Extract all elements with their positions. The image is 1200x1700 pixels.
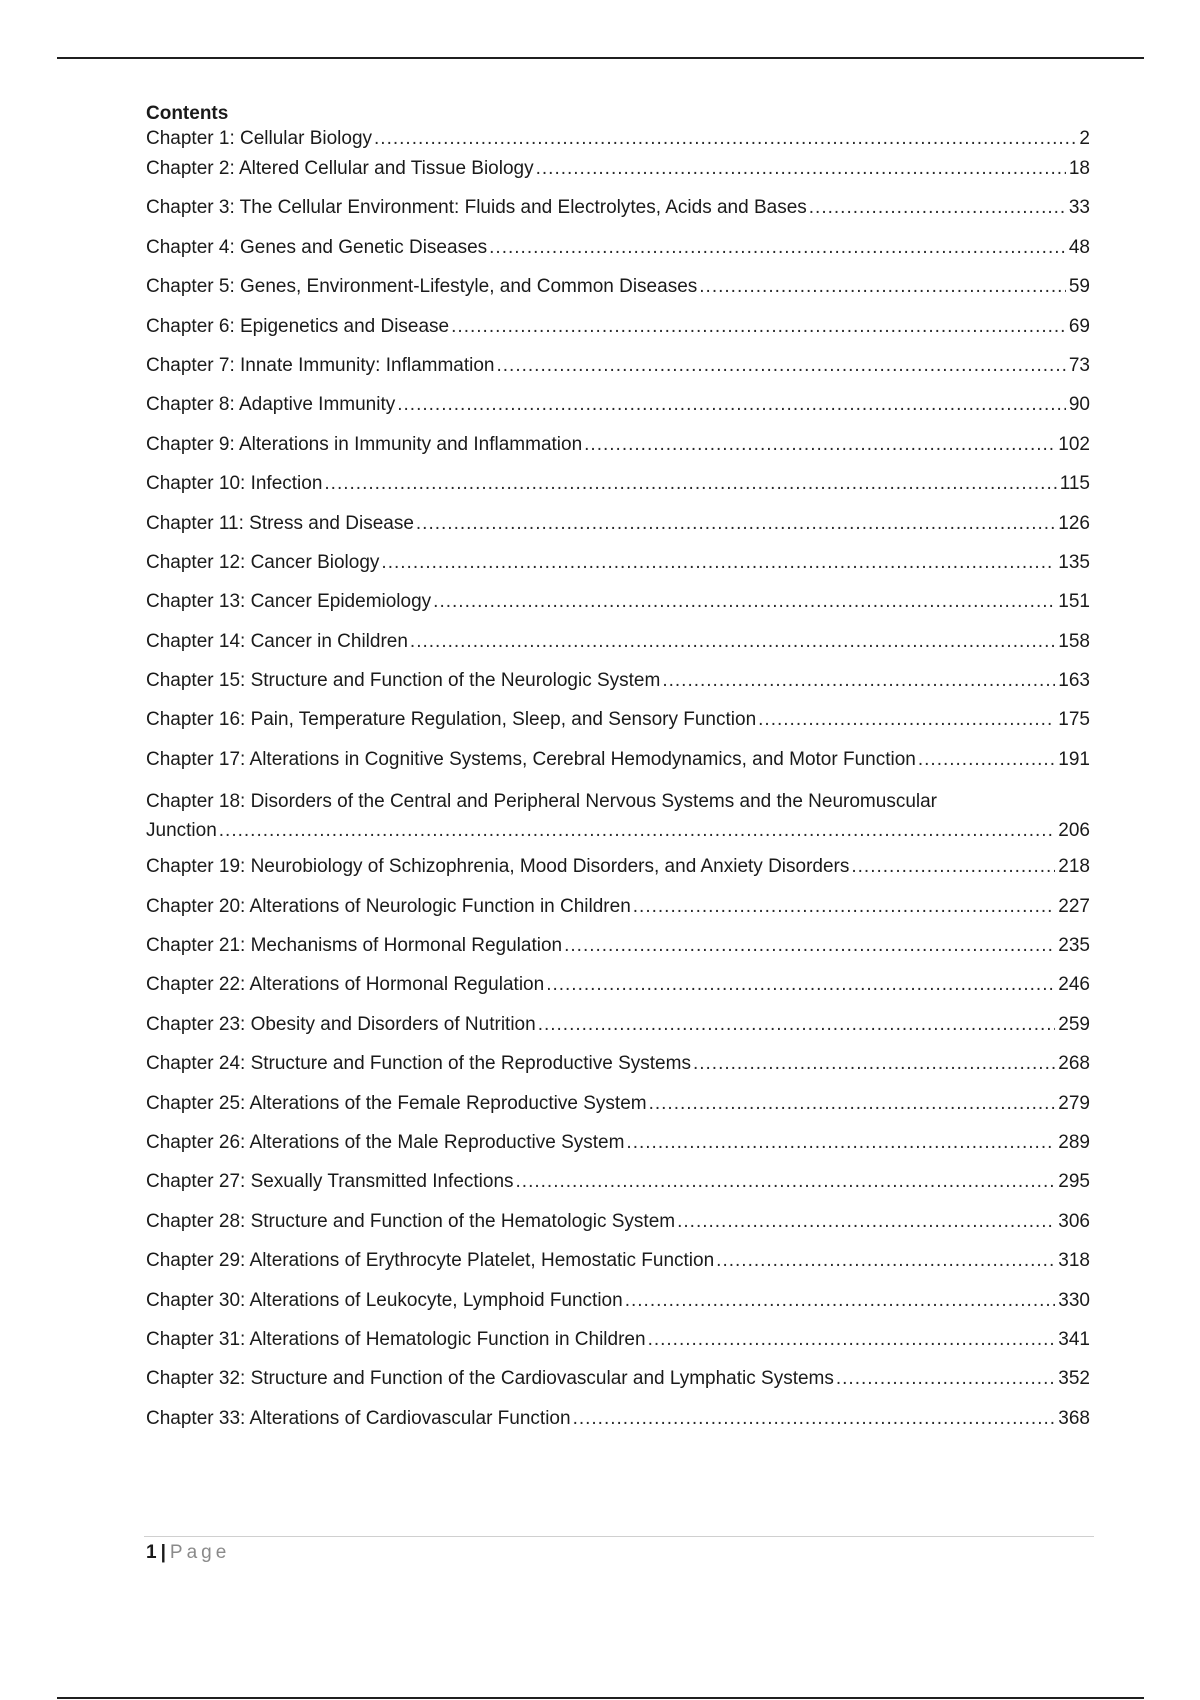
- dot-leader: [716, 1250, 1055, 1272]
- toc-entry[interactable]: [146, 670, 1090, 709]
- toc-entry-title: Chapter 26: Alterations of the Male Reproductive System: [146, 1131, 625, 1153]
- toc-entry-title: Chapter 13: Cancer Epidemiology: [146, 591, 432, 613]
- toc-entry[interactable]: [146, 709, 1090, 748]
- dot-leader: [397, 394, 1066, 416]
- footer-page-number: 1: [146, 1542, 157, 1563]
- toc-entry-title: Chapter 6: Epigenetics and Disease: [146, 315, 450, 337]
- toc-entry-page: 306: [1058, 1210, 1090, 1232]
- toc-entry[interactable]: [146, 1290, 1090, 1329]
- dot-leader: [497, 355, 1066, 377]
- toc-entry-page: 330: [1058, 1289, 1090, 1311]
- dot-leader: [584, 434, 1055, 456]
- dot-leader: [416, 513, 1055, 535]
- toc-entry-title: Chapter 31: Alterations of Hematologic Function in Children: [146, 1328, 646, 1350]
- toc-entry-title: Chapter 19: Neurobiology of Schizophrenia, Mood Disorders, and Anxiety Disorders: [146, 856, 850, 878]
- toc-entry[interactable]: [146, 434, 1090, 473]
- toc-entry-page: 206: [1058, 820, 1090, 842]
- toc-entry-page: 268: [1058, 1053, 1090, 1075]
- toc-entry-page: 259: [1058, 1013, 1090, 1035]
- toc-entry-title: Chapter 11: Stress and Disease: [146, 512, 414, 534]
- dot-leader: [564, 935, 1055, 957]
- dot-leader: [633, 896, 1056, 918]
- toc-entry-page: 73: [1068, 354, 1090, 376]
- toc-entry[interactable]: [146, 197, 1090, 236]
- toc-entry-page: 352: [1058, 1368, 1090, 1390]
- toc-entry-page: 158: [1058, 630, 1090, 652]
- dot-leader: [809, 197, 1066, 219]
- toc-entry-title: Chapter 8: Adaptive Immunity: [146, 394, 396, 416]
- toc-entry-title: Chapter 28: Structure and Function of the Hematologic System: [146, 1210, 676, 1232]
- toc-entry-page: 59: [1068, 276, 1090, 298]
- toc-list: [146, 128, 1090, 1447]
- top-divider: [57, 57, 1144, 59]
- toc-entry[interactable]: [146, 1132, 1090, 1171]
- toc-entry-title: Chapter 15: Structure and Function of the Neurologic System: [146, 670, 661, 692]
- toc-entry-page: 191: [1058, 748, 1090, 770]
- toc-entry-page: 115: [1059, 473, 1090, 495]
- dot-leader: [536, 158, 1066, 180]
- toc-entry[interactable]: [146, 513, 1090, 552]
- toc-entry-title: Chapter 5: Genes, Environment-Lifestyle, and Common Diseases: [146, 276, 698, 298]
- toc-entry-page: 126: [1058, 512, 1090, 534]
- toc-heading: Contents: [146, 103, 229, 124]
- toc-entry-title: Chapter 10: Infection: [146, 473, 323, 495]
- toc-entry[interactable]: [146, 158, 1090, 197]
- toc-entry-title: Chapter 12: Cancer Biology: [146, 551, 380, 573]
- toc-entry-page: 279: [1058, 1092, 1090, 1114]
- dot-leader: [516, 1171, 1056, 1193]
- toc-entry-page: 33: [1068, 197, 1090, 219]
- dot-leader: [324, 473, 1056, 495]
- toc-entry-title: Chapter 20: Alterations of Neurologic Function in Children: [146, 895, 631, 917]
- toc-entry-title: Chapter 17: Alterations in Cognitive Systems, Cerebral Hemodynamics, and Motor Function: [146, 748, 916, 770]
- dot-leader: [538, 1014, 1056, 1036]
- toc-entry-title: Chapter 21: Mechanisms of Hormonal Regulation: [146, 935, 563, 957]
- toc-entry-title: Chapter 7: Innate Immunity: Inflammation: [146, 354, 495, 376]
- dot-leader: [381, 552, 1055, 574]
- toc-entry-page: 295: [1058, 1171, 1090, 1193]
- toc-entry-page: 163: [1058, 670, 1090, 692]
- toc-entry-page: 341: [1058, 1328, 1090, 1350]
- toc-entry-title: Chapter 23: Obesity and Disorders of Nutrition: [146, 1013, 536, 1035]
- toc-entry-title: Chapter 16: Pain, Temperature Regulation, Sleep, and Sensory Function: [146, 709, 757, 731]
- toc-entry[interactable]: [146, 631, 1090, 670]
- toc-entry[interactable]: [146, 355, 1090, 394]
- dot-leader: [410, 631, 1055, 653]
- dot-leader: [699, 276, 1066, 298]
- toc-entry[interactable]: [146, 316, 1090, 355]
- dot-leader: [693, 1053, 1055, 1075]
- footer-separator: |: [160, 1542, 166, 1563]
- dot-leader: [649, 1093, 1056, 1115]
- toc-entry[interactable]: [146, 856, 1090, 895]
- toc-entry-title-continued: Junction: [146, 820, 217, 842]
- toc-entry[interactable]: [146, 974, 1090, 1013]
- dot-leader: [662, 670, 1055, 692]
- toc-entry[interactable]: [146, 1014, 1090, 1053]
- toc-entry[interactable]: [146, 1093, 1090, 1132]
- toc-entry-page: 2: [1079, 128, 1090, 149]
- footer-page-label: Page: [169, 1542, 231, 1563]
- bottom-divider: [57, 1697, 1144, 1699]
- dot-leader: [219, 816, 1056, 846]
- toc-entry[interactable]: [146, 276, 1090, 315]
- dot-leader: [573, 1408, 1056, 1430]
- toc-entry[interactable]: [146, 1171, 1090, 1210]
- toc-entry[interactable]: [146, 1408, 1090, 1447]
- toc-entry[interactable]: [146, 552, 1090, 591]
- dot-leader: [851, 856, 1055, 878]
- toc-entry-page: 368: [1058, 1407, 1090, 1429]
- footer-divider: [144, 1536, 1094, 1537]
- toc-entry-title: Chapter 29: Alterations of Erythrocyte Platelet, Hemostatic Function: [146, 1250, 715, 1272]
- toc-entry-title: Chapter 2: Altered Cellular and Tissue Biology: [146, 158, 534, 179]
- toc-entry-title: Chapter 24: Structure and Function of the Reproductive Systems: [146, 1053, 691, 1075]
- dot-leader: [546, 974, 1055, 996]
- toc-entry-page: 318: [1058, 1250, 1090, 1272]
- toc-entry[interactable]: [146, 1211, 1090, 1250]
- toc-entry[interactable]: [146, 896, 1090, 935]
- toc-entry-continuation: [146, 816, 1090, 846]
- toc-entry[interactable]: [146, 1250, 1090, 1289]
- toc-entry-title: Chapter 33: Alterations of Cardiovascular Function: [146, 1407, 571, 1429]
- toc-entry-title: Chapter 14: Cancer in Children: [146, 630, 408, 652]
- toc-entry[interactable]: [146, 788, 1090, 856]
- toc-entry-page: 289: [1058, 1131, 1090, 1153]
- toc-entry[interactable]: [146, 1329, 1090, 1368]
- toc-entry-title: Chapter 3: The Cellular Environment: Fluids and Electrolytes, Acids and Bases: [146, 197, 807, 219]
- toc-entry-page: 102: [1058, 433, 1090, 455]
- dot-leader: [648, 1329, 1056, 1351]
- page-footer: [146, 1540, 230, 1566]
- dot-leader: [374, 128, 1076, 150]
- toc-entry[interactable]: [146, 237, 1090, 276]
- toc-entry-title: Chapter 27: Sexually Transmitted Infections: [146, 1171, 514, 1193]
- toc-entry-title: Chapter 4: Genes and Genetic Diseases: [146, 236, 488, 258]
- toc-entry-page: 69: [1068, 315, 1090, 337]
- toc-entry[interactable]: [146, 935, 1090, 974]
- toc-entry-page: 135: [1058, 551, 1090, 573]
- dot-leader: [758, 709, 1055, 731]
- toc-entry[interactable]: [146, 394, 1090, 433]
- dot-leader: [451, 316, 1066, 338]
- toc-entry[interactable]: [146, 1368, 1090, 1407]
- toc-entry[interactable]: [146, 591, 1090, 630]
- toc-entry-title: Chapter 22: Alterations of Hormonal Regulation: [146, 974, 545, 996]
- dot-leader: [626, 1132, 1055, 1154]
- toc-entry-title: Chapter 9: Alterations in Immunity and Inflammation: [146, 433, 583, 455]
- toc-entry-title: Chapter 18: Disorders of the Central and Peripheral Nervous Systems and the Neuromuscular: [146, 791, 937, 813]
- dot-leader: [433, 591, 1055, 613]
- toc-entry-page: 246: [1058, 974, 1090, 996]
- toc-entry[interactable]: [146, 128, 1090, 158]
- dot-leader: [625, 1290, 1056, 1312]
- table-of-contents: [146, 100, 1090, 1447]
- toc-entry-page: 18: [1068, 158, 1090, 179]
- toc-entry-title: Chapter 25: Alterations of the Female Reproductive System: [146, 1092, 647, 1114]
- toc-entry-page: 48: [1068, 236, 1090, 258]
- toc-entry-title: Chapter 30: Alterations of Leukocyte, Lymphoid Function: [146, 1289, 623, 1311]
- toc-entry-page: 235: [1058, 935, 1090, 957]
- toc-entry-page: 90: [1068, 394, 1090, 416]
- toc-entry-title: Chapter 32: Structure and Function of the Cardiovascular and Lymphatic Systems: [146, 1368, 834, 1390]
- toc-entry[interactable]: [146, 473, 1090, 512]
- toc-entry-page: 227: [1058, 895, 1090, 917]
- toc-entry-page: 151: [1058, 591, 1090, 613]
- dot-leader: [489, 237, 1066, 259]
- toc-entry-title: Chapter 1: Cellular Biology: [146, 128, 373, 149]
- toc-entry-page: 218: [1058, 856, 1090, 878]
- toc-entry-page: 175: [1058, 709, 1090, 731]
- toc-entry[interactable]: [146, 1053, 1090, 1092]
- dot-leader: [918, 749, 1055, 771]
- dot-leader: [677, 1211, 1055, 1233]
- toc-entry[interactable]: [146, 749, 1090, 788]
- dot-leader: [836, 1368, 1055, 1390]
